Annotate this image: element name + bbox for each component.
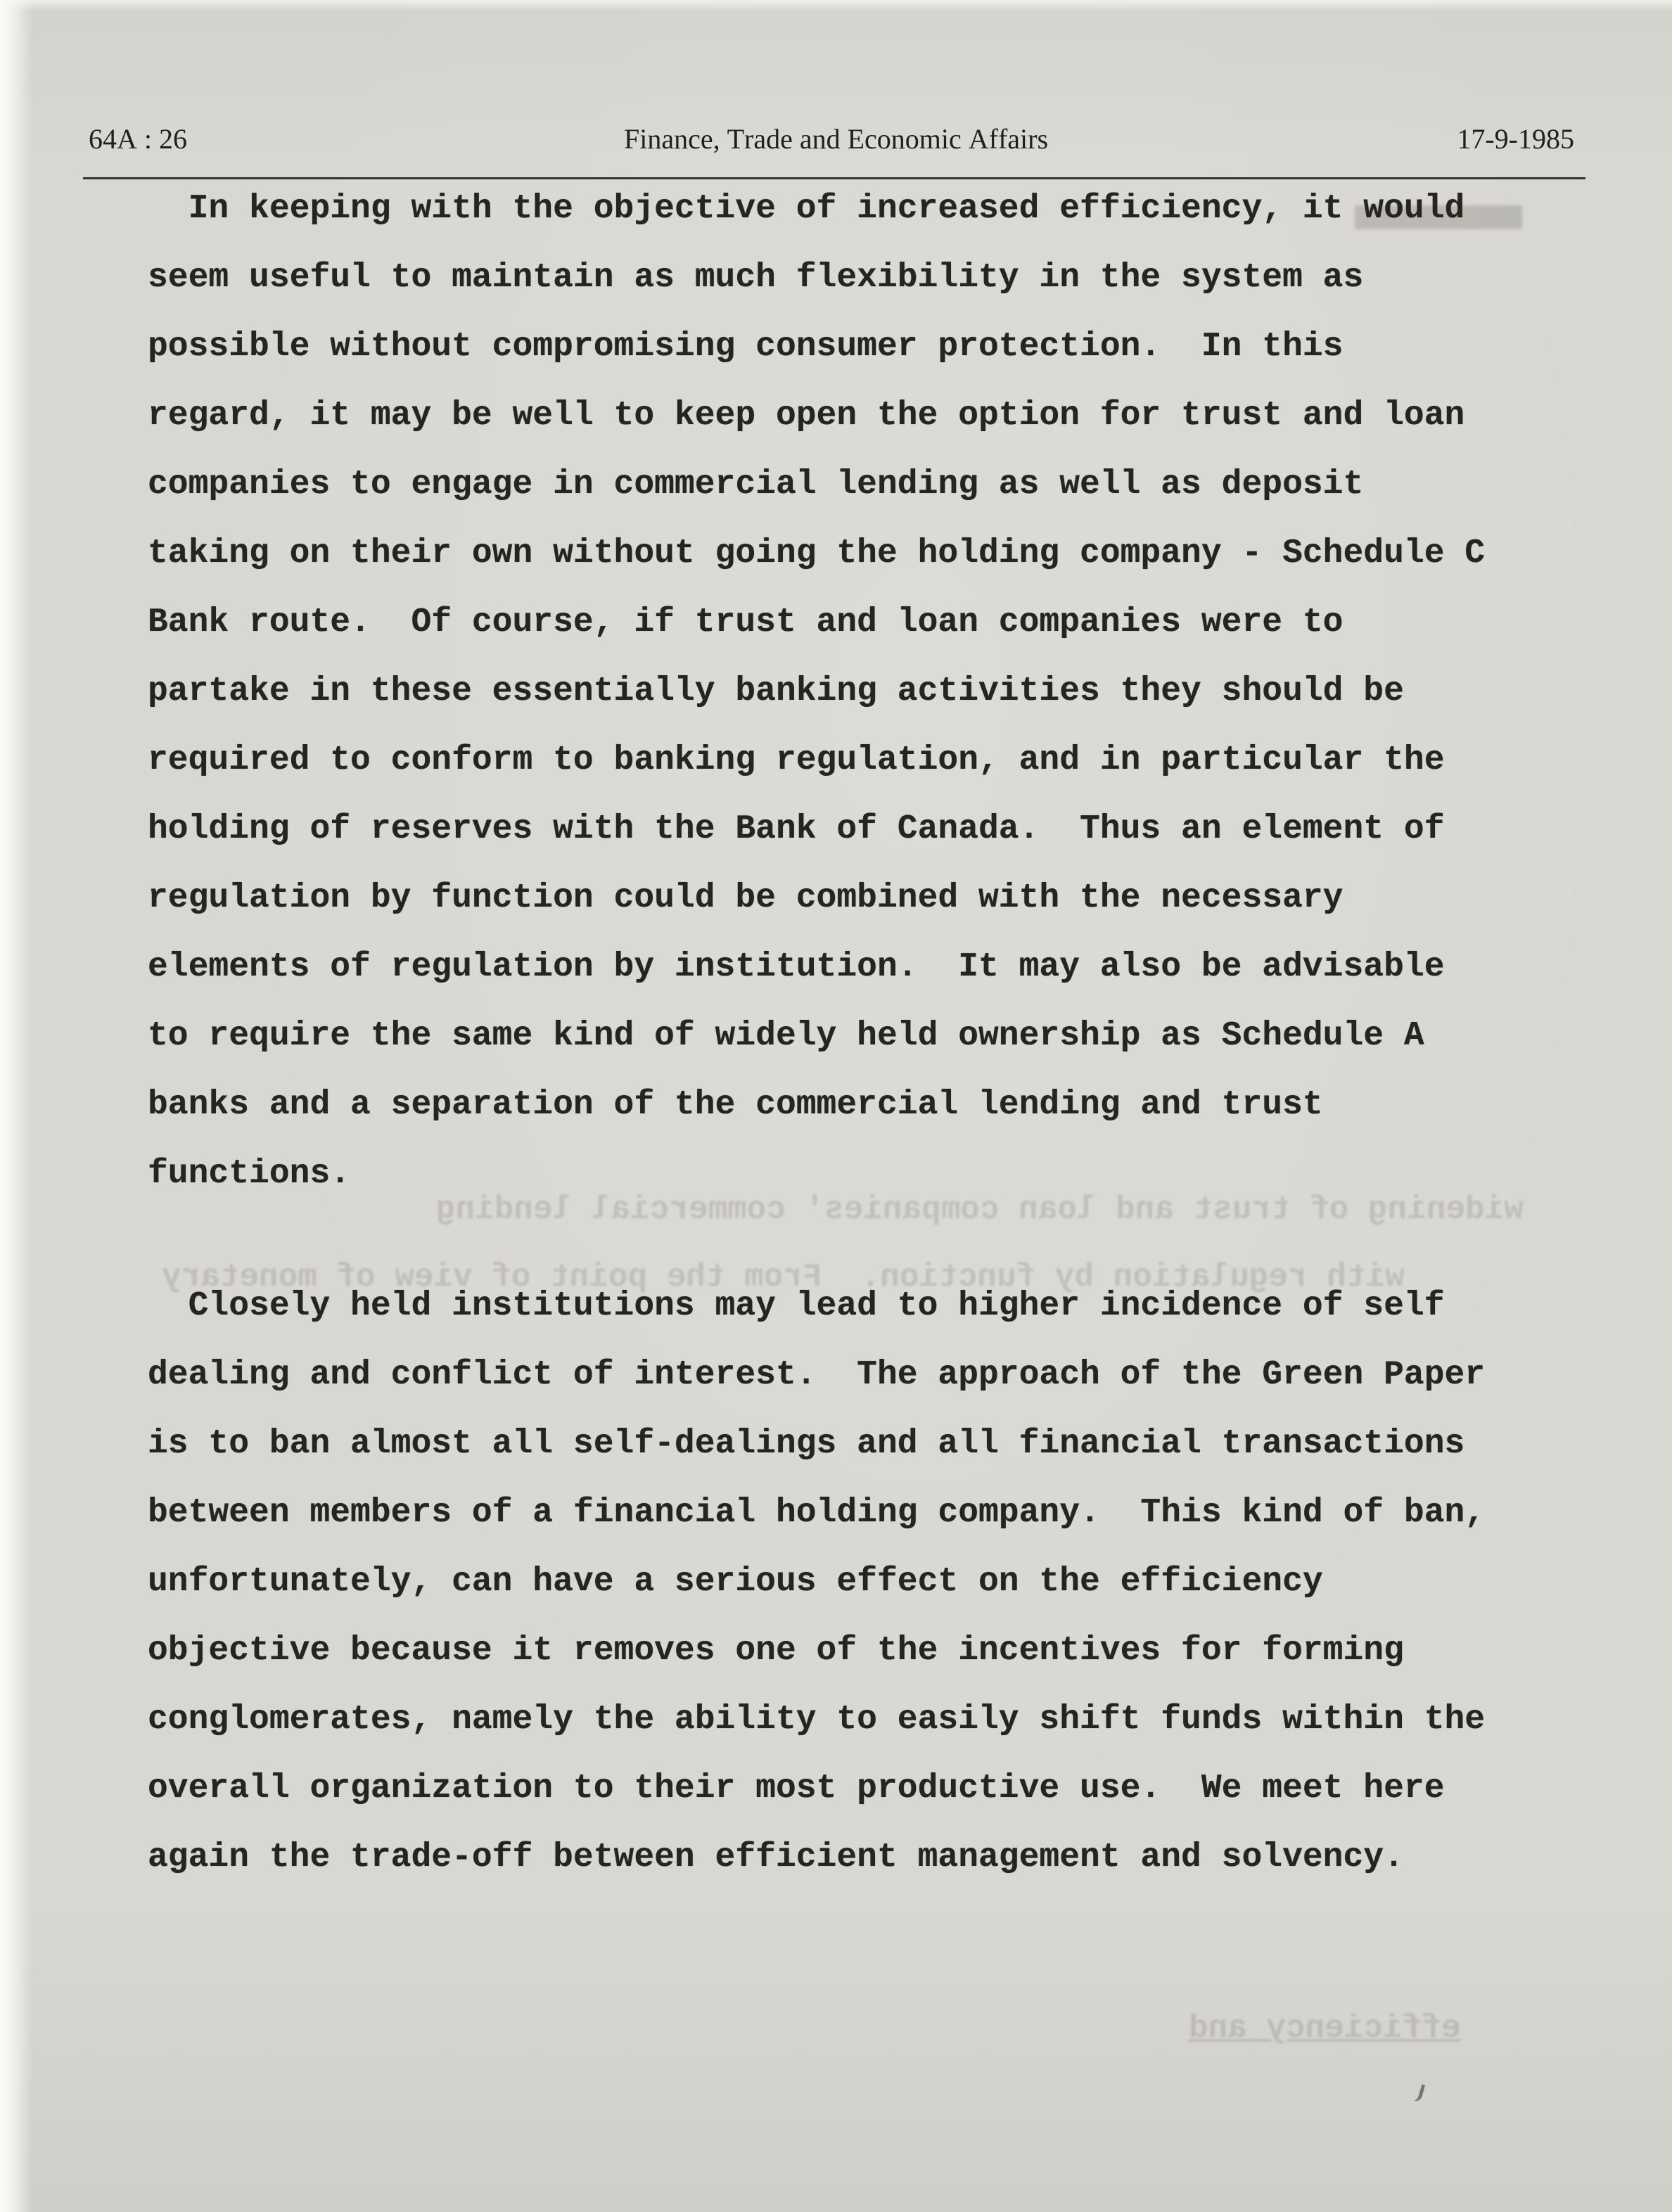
- text-line: objective because it removes one of the incentives for forming: [148, 1632, 1404, 1670]
- bleed-through-text: with regulation by function. From the point of view of monetary: [162, 1259, 1405, 1296]
- paragraph-2: [148, 1272, 1540, 1892]
- text-line: possible without compromising consumer protection. In this: [148, 328, 1344, 366]
- text-line: regulation by function could be combined with the necessary: [148, 879, 1344, 917]
- text-line: Bank route. Of course, if trust and loan companies were to: [148, 603, 1344, 641]
- text-line: seem useful to maintain as much flexibility in the system as: [148, 259, 1364, 297]
- text-line: is to ban almost all self-dealings and all financial transactions: [148, 1425, 1465, 1463]
- text-line: holding of reserves with the Bank of Canada. Thus an element of: [148, 810, 1445, 848]
- text-line: unfortunately, can have a serious effect on the efficiency: [148, 1563, 1323, 1601]
- bleed-through-text: efficiency and: [1189, 2010, 1461, 2047]
- text-line: conglomerates, namely the ability to easily shift funds within the: [148, 1701, 1486, 1739]
- text-line: required to conform to banking regulation, and in particular the: [148, 741, 1445, 779]
- paper-edge-top: [0, 0, 1672, 11]
- page-header: [0, 122, 1672, 165]
- text-line: companies to engage in commercial lending as well as deposit: [148, 466, 1364, 504]
- page-number: 64A : 26: [89, 123, 187, 155]
- text-line: again the trade-off between efficient management and solvency.: [148, 1839, 1404, 1877]
- header-date: 17-9-1985: [1457, 123, 1574, 155]
- text-line: functions.: [148, 1155, 351, 1193]
- text-line: Closely held institutions may lead to higher incidence of self: [148, 1287, 1445, 1325]
- text-line: overall organization to their most productive use. We meet here: [148, 1770, 1445, 1808]
- text-line: to require the same kind of widely held ownership as Schedule A: [148, 1017, 1424, 1055]
- text-line: banks and a separation of the commercial lending and trust: [148, 1086, 1323, 1124]
- paper-edge-left: [0, 0, 32, 2212]
- paragraph-1: [148, 174, 1540, 1208]
- pencil-mark: [1410, 2082, 1426, 2102]
- document-title: Finance, Trade and Economic Affairs: [623, 123, 1049, 155]
- text-line: dealing and conflict of interest. The approach of the Green Paper: [148, 1356, 1486, 1394]
- text-line: between members of a financial holding company. This kind of ban,: [148, 1494, 1486, 1532]
- text-line: In keeping with the objective of increased efficiency, it would: [148, 190, 1465, 228]
- bleed-through-text: widening of trust and loan companies' commercial lending: [436, 1191, 1524, 1228]
- text-line: partake in these essentially banking activities they should be: [148, 672, 1404, 710]
- text-line: regard, it may be well to keep open the option for trust and loan: [148, 397, 1465, 435]
- text-line: elements of regulation by institution. It may also be advisable: [148, 948, 1445, 986]
- text-line: taking on their own without going the holding company - Schedule C: [148, 535, 1486, 573]
